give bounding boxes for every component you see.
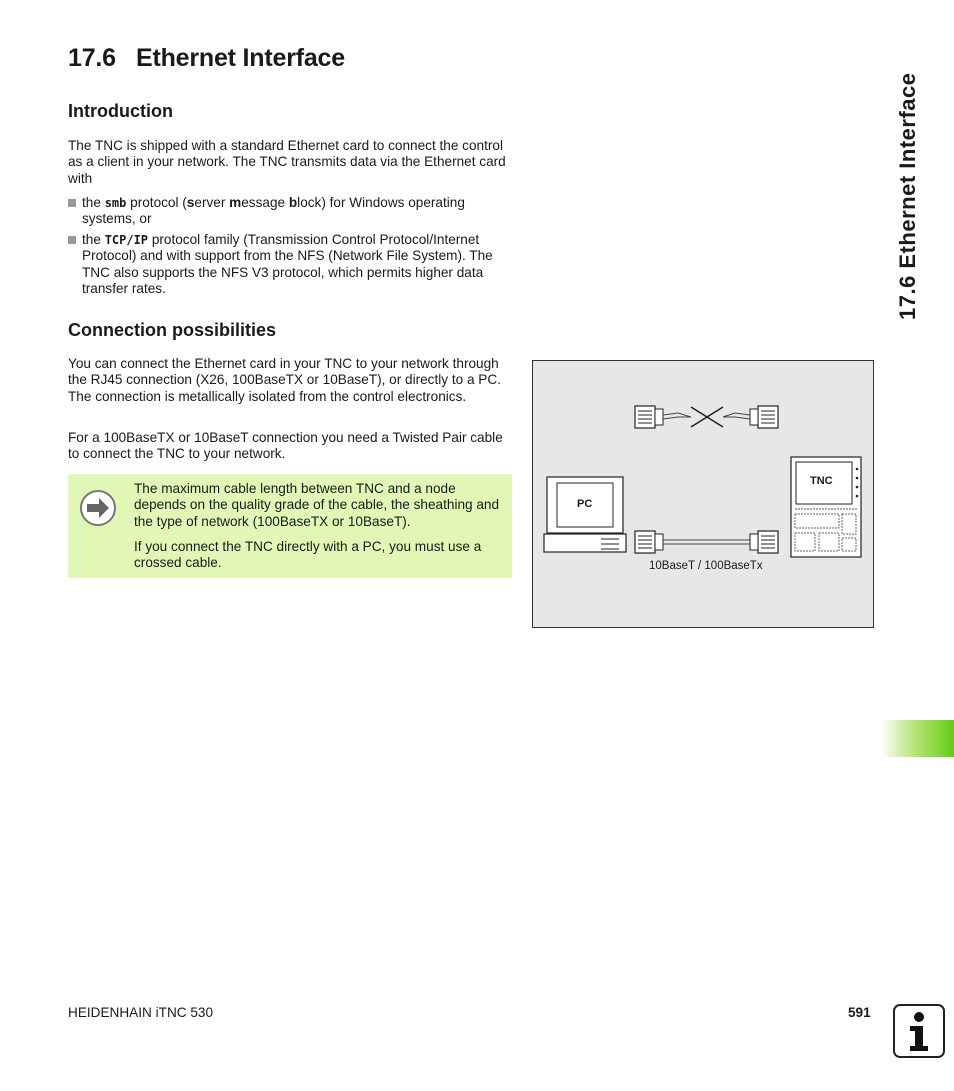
sidebar-section-title: 17.6 Ethernet Interface (895, 72, 920, 320)
introduction-heading: Introduction (68, 101, 173, 121)
note-paragraph-2: If you connect the TNC directly with a PC, you must use a crossed cable. (134, 539, 482, 571)
diagram-drawing (533, 361, 873, 627)
note-box (68, 474, 512, 578)
arrow-right-icon (78, 488, 118, 528)
page-number: 591 (848, 1005, 871, 1020)
chapter-tab (880, 720, 954, 757)
info-icon (893, 1004, 945, 1058)
section-title (68, 44, 345, 73)
rj45-connector-tnc-icon (750, 531, 778, 553)
code-tcpip: TCP/IP (104, 233, 149, 247)
list-item (68, 232, 513, 300)
crossed-wires-icon (663, 407, 750, 427)
note-paragraph-1: The maximum cable length between TNC and a node depends on the quality grade of the cable, the sheathing and the type of network (100BaseTX or 10BaseT). (134, 481, 500, 529)
list-item (68, 195, 513, 229)
rj45-connector-right-icon (750, 406, 778, 428)
tnc-control-icon (791, 457, 861, 557)
section-title-text: Ethernet Interface (136, 44, 345, 72)
introduction-paragraph: The TNC is shipped with a standard Ethernet card to connect the control as a client in your network. The TNC transmits data via the Ethernet card with (68, 138, 506, 186)
connection-diagram (532, 360, 874, 628)
footer-manual-name: HEIDENHAIN iTNC 530 (68, 1005, 214, 1020)
connection-paragraph-2: For a 100BaseTX or 10BaseT connection you need a Twisted Pair cable to connect the TNC to your network. (68, 430, 503, 462)
bullet-text: the TCP/IP protocol family (Transmission Control Protocol/Internet Protocol) and with support from the NFS (Network File System). The TNC also supports the NFS V3 protocol, which permits higher data transfer rates. (82, 232, 493, 297)
pc-label: PC (577, 498, 593, 510)
bullet-square-icon (68, 199, 76, 207)
rj45-connector-left-icon (635, 406, 663, 428)
rj45-connector-pc-icon (635, 531, 663, 553)
cable-label: 10BaseT / 100BaseTx (649, 560, 763, 572)
tnc-label: TNC (810, 475, 833, 487)
section-number: 17.6 (68, 44, 116, 72)
pc-computer-icon (544, 477, 626, 552)
bullet-square-icon (68, 236, 76, 244)
bullet-text: the smb protocol (server message block) for Windows operating systems, or (82, 195, 465, 227)
code-smb: smb (104, 196, 127, 210)
connection-paragraph-1: You can connect the Ethernet card in your TNC to your network through the RJ45 connection (X26, 100BaseTX or 10BaseT), or directly to a PC. The connection is metallically isolated from the control electronics. (68, 356, 501, 404)
connection-heading: Connection possibilities (68, 320, 277, 340)
